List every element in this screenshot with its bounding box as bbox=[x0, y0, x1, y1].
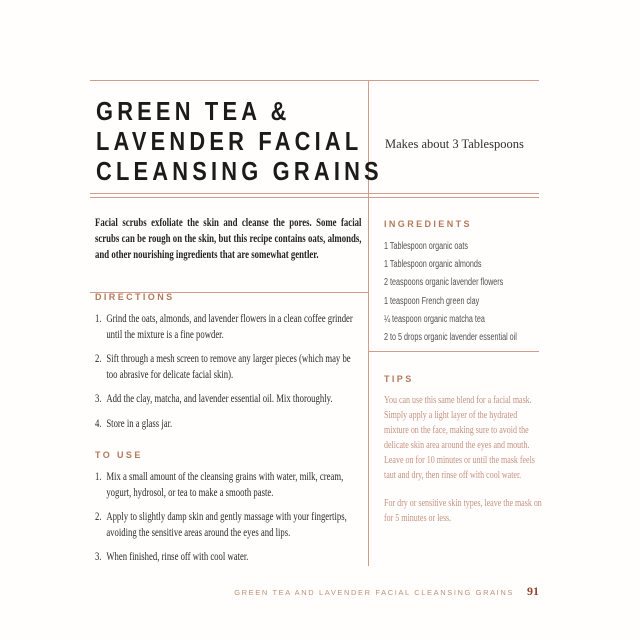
to-use-step bbox=[95, 510, 361, 541]
to-use-step bbox=[95, 470, 361, 501]
ingredients-list bbox=[384, 238, 544, 347]
step-text: Grind the oats, almonds, and lavender flowers in a clean coffee grinder until the mixture is a fine powder. bbox=[106, 313, 353, 341]
direction-step bbox=[95, 417, 361, 433]
top-divider bbox=[90, 80, 539, 81]
tip-paragraph: You can use this same blend for a facial mask. Simply apply a light layer of the hydrated mixture on the face, making sure to avoid the delicate skin area around the eyes and mouth. Leave on for 10 minutes or until the mask feels taut and dry, then rinse off with cool water. bbox=[384, 395, 535, 481]
direction-step bbox=[95, 352, 361, 383]
running-title: GREEN TEA AND LAVENDER FACIAL CLEANSING GRAINS bbox=[234, 588, 514, 597]
direction-step bbox=[95, 392, 361, 408]
step-text: When finished, rinse off with cool water. bbox=[106, 551, 249, 563]
step-number: 4. bbox=[95, 417, 102, 430]
step-number: 3. bbox=[95, 393, 102, 405]
tips-body bbox=[384, 393, 544, 526]
step-number: 1. bbox=[95, 471, 102, 483]
intro-paragraph: Facial scrubs exfoliate the skin and cleanse the pores. Some facial scrubs can be rough on the skin, but this recipe contains oats, almonds, and other nourishing ingredients that are somewhat gentler. bbox=[95, 215, 362, 261]
left-column bbox=[95, 214, 365, 575]
recipe-title-line: GREEN TEA & bbox=[96, 96, 291, 126]
step-text: Add the clay, matcha, and lavender essential oil. Mix thoroughly. bbox=[106, 393, 333, 405]
page-number: 91 bbox=[527, 584, 539, 598]
step-number: 2. bbox=[95, 353, 102, 365]
yield-note: Makes about 3 Tablespoons bbox=[385, 137, 524, 151]
directions-heading: DIRECTIONS bbox=[95, 292, 175, 302]
tips-heading: TIPS bbox=[384, 374, 414, 384]
directions-list bbox=[95, 312, 361, 432]
step-number: 2. bbox=[95, 511, 102, 523]
page-footer bbox=[90, 584, 539, 599]
recipe-title bbox=[96, 96, 432, 186]
to-use-list bbox=[95, 470, 361, 566]
right-column bbox=[384, 219, 544, 347]
tip-paragraph: For dry or sensitive skin types, leave the mask on for 5 minutes or less. bbox=[384, 498, 542, 524]
ingredient-item: 1 Tablespoon organic oats bbox=[384, 241, 468, 252]
ingredient-item: ¼ teaspoon organic matcha tea bbox=[384, 313, 485, 325]
ingredient-item: 1 Tablespoon organic almonds bbox=[384, 259, 482, 271]
to-use-heading: TO USE bbox=[95, 450, 143, 460]
step-number: 1. bbox=[95, 313, 102, 325]
ingredient-item: 2 teaspoons organic lavender flowers bbox=[384, 277, 504, 289]
ingredients-heading: INGREDIENTS bbox=[384, 219, 472, 229]
step-number: 3. bbox=[95, 551, 102, 563]
step-text: Apply to slightly damp skin and gently massage with your fingertips, avoiding the sensitive areas around the eyes and lips. bbox=[106, 511, 347, 539]
tips-section bbox=[384, 374, 544, 526]
step-text: Sift through a mesh screen to remove any larger pieces (which may be too abrasive for delicate facial skin). bbox=[106, 353, 351, 381]
ingredient-item: 1 teaspoon French green clay bbox=[384, 295, 480, 307]
title-bottom-double-divider bbox=[90, 193, 539, 198]
step-text: Store in a glass jar. bbox=[106, 417, 173, 430]
to-use-step bbox=[95, 550, 361, 566]
recipe-title-line: CLEANSING GRAINS bbox=[96, 156, 383, 186]
ingredients-tips-divider bbox=[369, 351, 539, 352]
ingredient-item: 2 to 5 drops organic lavender essential oil bbox=[384, 332, 517, 344]
direction-step bbox=[95, 312, 361, 343]
recipe-title-line: LAVENDER FACIAL bbox=[96, 126, 363, 156]
step-text: Mix a small amount of the cleansing grains with water, milk, cream, yogurt, hydrosol, or tea to make a smooth paste. bbox=[106, 471, 344, 499]
